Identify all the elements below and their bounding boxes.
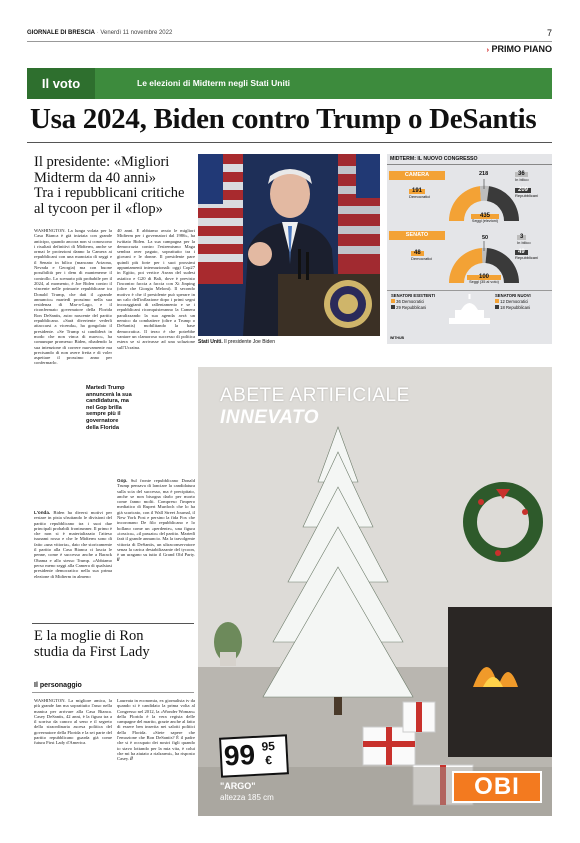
camera-bilico-value: 36 [515,172,528,177]
product-desc: altezza 185 cm [220,793,274,802]
issue-date: Venerdì 11 novembre 2022 [100,30,173,36]
existing-senators-right [495,293,531,311]
rep-square-icon [391,305,395,309]
masthead-bar: GIORNALE DI BRESCIA · Venerdì 11 novembre 2022 7 [27,28,552,38]
col2-paragraph-1a: 40 anni. E abbiamo avuto le migliori Midterm per i governatori dal 1986», ha twittato Biden. La sua campagna per la democrazia contro l'estremismo Maga sembra aver pagato, soprattutto tra i giovani e le donne. Il presidente pare quindi più forte per i suoi prossimi appuntamenti internazionali: oggi Cop27 in Egitto, poi vertice Asean del sudest asiatico e G20 di Bali, dove è previsto l'incontro faccia a faccia con Xi Jinping (oltre che Giorgia Meloni). Il secondo motivo è che il presidente può sperare in un calo dell'inflazione dopo i primi segni incoraggianti di rallentamento e se i repubblicani riconquisteranno la Camera paralizzando la sua agenda avrà un nemico da combattere (oltre a Trump o DeSantis) mobilitando la base democratica. Il terzo è che potrebbe vantare un clamoroso successo di politica estera se si arrivasse ad una soluzione sull'Ucraina. [117,228,195,350]
existing-right-title: SENATORI NUOVI [495,293,531,298]
title-line-4: al tycoon per il «flop» [34,200,163,217]
side-col2-text: Laureata in economia, ex giornalista tv da quando si è candidato la prima volta al Congresso nel 2012, la «Wonder Woman» della Florida è la vera regista delle campagne del marito, grazie anche al fatto di essere ben inserita nei salotti politici della Florida. «Siete sapere che l'emozione che Ron DeSantis? È il padre che si è occupato dei nostri figli quando io stavo lottando per la mia vita, è colui che mi ha aiutato a rialzarmi», ha risposto Casey. [117,698,195,762]
senato-dem-value: 48 [411,251,424,256]
kicker-tag: Il voto [27,68,95,99]
senato-rep-label: Repubblicani [515,255,539,260]
title-line-3: Tra i repubblicani critiche [34,185,185,201]
flag-left [198,154,243,284]
ad-headline-2: INNEVATO [220,407,320,428]
price-main: 99 [223,738,256,772]
price-currency: € [264,753,273,768]
side-title-line-2: studia da First Lady [34,644,150,660]
senato-seats-value: 100 [467,275,501,280]
article-col-4 [117,478,195,563]
headline: Usa 2024, Biden contro Trump o DeSantis [30,103,537,135]
obi-logo: OBI [452,771,542,803]
price-cents: 95 [261,738,276,754]
infographic-credit: WITHUB [390,336,404,340]
camera-rep-label: Repubblicani [515,193,539,198]
biden-photo [198,154,380,336]
kicker-subtitle: Le elezioni di Midterm negli Stati Uniti [137,78,291,88]
camera-seats-value: 435 [471,214,499,219]
section-label: › PRIMO PIANO [486,44,552,54]
senato-seats [467,275,501,285]
ad-headline-1: ABETE ARTIFICIALE [220,385,410,406]
side-end-mark: // [130,756,133,762]
article-col-1 [34,228,112,366]
existing-right-dem: 12 Democratici [500,299,529,304]
existing-left-title: SENATORI ESISTENTI [391,293,436,298]
col2-paragraph-2: Sul fronte repubblicano Donald Trump pensava di lanciare la candidatura sulla scia del successo, ma è precipitato, anche se non bisogna darlo per morto come fanno molti. Compreso l'impero mediatico di Rupert Murdoch che lo ha già scaricato, con il Wall Street Journal, il New York Post e persino la fida Fox che incoronano De filo repubblicano e lo bollano come un «perdente», una figura «tossica», «il passato» del partito. Martedì farà il grande annuncio. Ma la travolgente vittoria di DeSantis, un ultraconservatore senza la carica destabilizzante del tycoon, è un uragano su tutto il Grand Old Party. [117,478,195,558]
camera-majority: 218 [479,171,489,177]
camera-bilico-label: In bilico [515,177,529,182]
senato-dem-box [411,250,432,261]
newspaper-name: GIORNALE DI BRESCIA [27,30,96,36]
col1-p2-lead: L'onda. [34,510,51,515]
price-tag [219,734,289,778]
side-col-2 [117,698,195,762]
camera-rep-box [515,187,538,198]
existing-right-rep: 18 Repubblicani [500,305,531,310]
camera-seats [471,214,499,224]
product-name: "ARGO" [220,781,256,791]
side-col1-text: WASHINGTON. La migliore amica, la più grande fan ma soprattutto l'asso nella manica per arrivare alla Casa Bianca. Casey DeSantis, 42 anni, è la figura tra a il sorriso da cancro al seno e il segreto della straordinaria ascesa politica del governatore della Florida e la sei parte del partito repubblicano guarda già come futura First Lady d'America. [34,698,112,746]
camera-bilico-box [515,171,529,182]
camera-dem-value: 191 [409,189,425,194]
dem-square-icon [391,299,395,303]
article-col-3 [117,228,195,383]
camera-label: CAMERA [389,171,445,180]
col2-p2-lead: Gop. [117,478,128,483]
camera-dem-label: Democratici [409,194,431,199]
caption-lead: Stati Uniti. [198,339,223,345]
end-mark: // [117,557,120,563]
existing-left-rep: 29 Repubblicani [396,305,427,310]
camera-dem-box [409,188,430,199]
dem-square-icon [495,299,499,303]
title-line-2: Midterm da 40 anni» [34,169,157,186]
side-article-title [34,628,194,660]
senato-rep-box [515,249,538,260]
senato-bilico-label: In bilico [517,240,531,245]
section-name: PRIMO PIANO [491,44,552,54]
senato-label: SENATO [389,231,445,240]
side-title-line-1: E la moglie di Ron [34,628,144,644]
rep-square-icon [495,305,499,309]
senato-seats-label: Seggi (35 al voto) [469,280,499,284]
photo-caption [198,339,380,345]
title-line-1: Il presidente: «Migliori [34,154,170,170]
senato-bilico-box [517,234,531,245]
page-number: 7 [546,28,552,38]
flag-right [338,154,380,274]
col1-paragraph-2: Biden ha diversi motivi per restare in pista sfruttando le divisioni del partito repubblicano tra i suoi due principali probabili frontrunner. Il primo è che non si è materializzato l'atteso tsunami rosso e che le Midterm sono di fatto «una vittoria», dato che storicamente il partito alla Casa Bianca ci lascia le penne, come è successo anche a Barack Obama e allo stesso Trump. «Abbiamo perso meno seggi alla Camera di qualsiasi presidente democratico nella sua prima elezione di Midterm in almeno [34,510,112,579]
infographic-title: MIDTERM: IL NUOVO CONGRESSO [390,156,478,162]
camera-seats-label: Seggi (elezioni) [471,219,499,223]
advertisement [198,367,552,816]
senato-bilico-value: 3 [517,235,526,240]
infographic-congress [387,154,552,344]
existing-senators-left [391,293,435,311]
pull-quote-box: Martedì Trump annuncerà la sua candidatura, ma nel Gop brilla sempre più il governatore della Florida [86,385,132,431]
senato-dem-label: Democratici [411,256,433,261]
side-kicker: Il personaggio [34,682,82,689]
senato-rep-value: 49 [515,250,528,255]
senato-majority: 50 [482,235,489,241]
capitol-icon [447,294,492,326]
article-col-1b [34,510,112,579]
kicker-bar [27,68,552,99]
caption-text: Il presidente Joe Biden [224,339,275,345]
existing-left-dem: 36 Democratici [396,299,425,304]
camera-rep-value: 209 [515,188,531,193]
col1-paragraph-1: WASHINGTON. La lunga volata per la Casa Bianca è già iniziata con grande anticipo, quando ancora non si conoscono i risultati definitivi di Midterm, anche se ormai le proiezioni danno la Camera ai repubblicani con una manciata di seggi e il Senato in bilico (mancano Arizona, Nevada e Georgia) ma con buone possibilità per i dem di mantenerne il controllo. Lo scenario più probabile per il 2024, al momento, è Joe Biden contro il vincente nelle primarie repubblicane tra Donald Trump, che dati il «grande annuncio» martedì prossimo nella sua residenza di Mar-a-Lago, e il riconfermato governatore della Florida Ron DeSantis, astro nascente del partito repubblicano. «Sarà divertente vederli attaccarsi a vicenda», ha gongolato il presidente. «Se Trump si candiderà in modo che non vinca di nuovo», ha comunque promesso Biden, ribadendo la sua intenzione di correre nuovamente ma precisando di non avere fretta e di voler aspettare il prossimo anno per confermarlo. [34,228,112,366]
side-col-1 [34,698,112,746]
article-title [34,155,194,217]
